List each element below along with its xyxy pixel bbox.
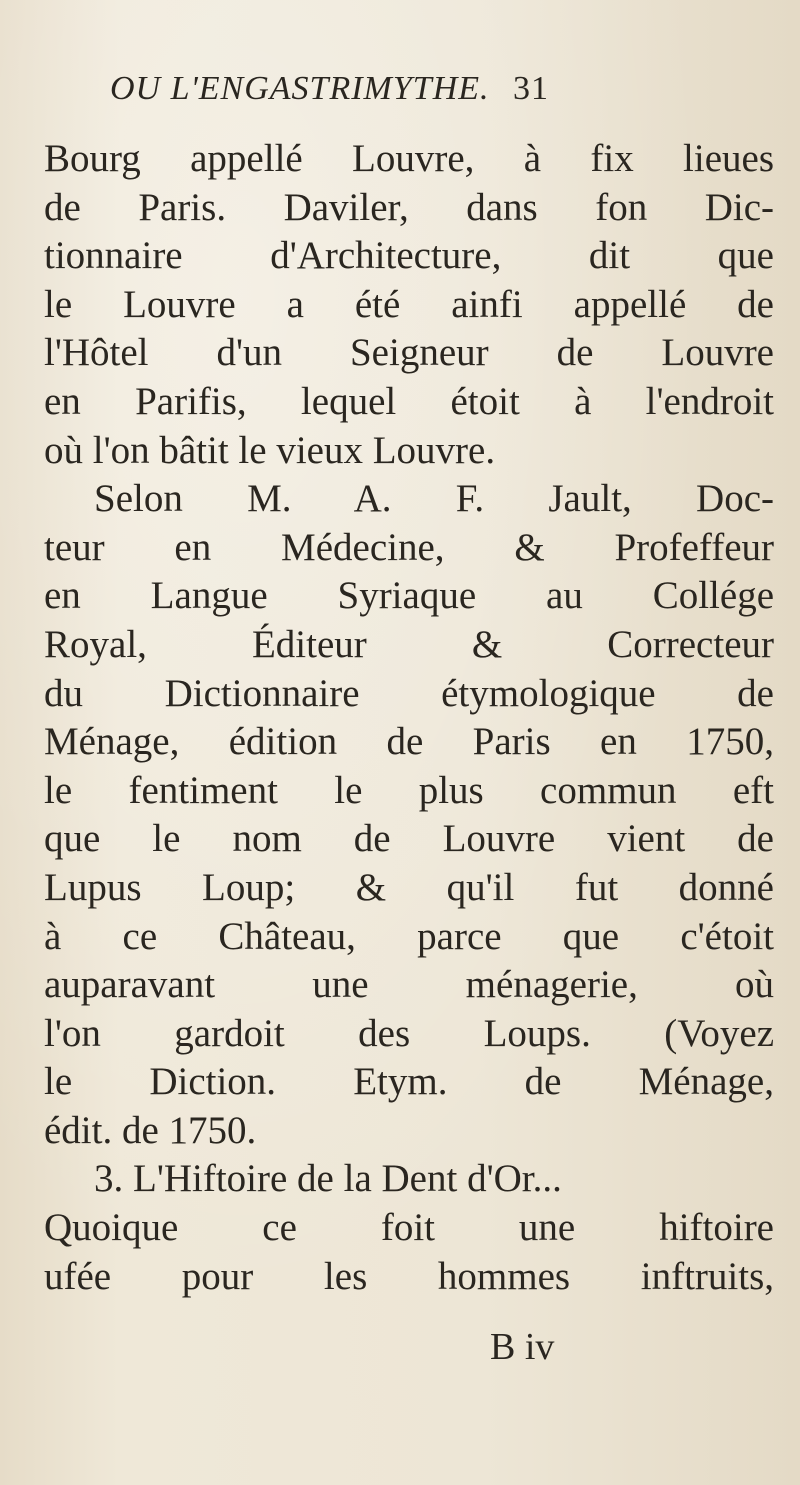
text-line: en Langue Syriaque au Collége bbox=[44, 574, 774, 618]
text-line: le Diction. Etym. de Ménage, bbox=[44, 1060, 774, 1104]
section-heading-line: 3. L'Hiftoire de la Dent d'Or... bbox=[94, 1157, 562, 1201]
text-line: où l'on bâtit le vieux Louvre. bbox=[44, 428, 496, 472]
text-line: que le nom de Louvre vient de bbox=[44, 817, 774, 861]
text-line: Royal, Éditeur & Correcteur bbox=[44, 622, 774, 666]
page-number: 31 bbox=[513, 70, 550, 107]
text-line: le fentiment le plus commun eft bbox=[44, 768, 774, 812]
text-line: l'on gardoit des Loups. (Voyez bbox=[44, 1011, 774, 1055]
text-line: Ménage, édition de Paris en 1750, bbox=[44, 720, 774, 764]
signature-mark: B iv bbox=[490, 1326, 555, 1368]
text-line: le Louvre a été ainfi appellé de bbox=[44, 282, 774, 326]
text-line: à ce Château, parce que c'étoit bbox=[44, 914, 774, 958]
text-line: de Paris. Daviler, dans fon Dic- bbox=[44, 185, 774, 229]
text-line: Bourg appellé Louvre, à fix lieues bbox=[44, 137, 774, 180]
text-line: Quoique ce foit une hiftoire bbox=[44, 1206, 774, 1250]
text-line: tionnaire d'Architecture, dit que bbox=[44, 234, 774, 278]
paragraph-start-line: Selon M. A. F. Jault, Doc- bbox=[94, 477, 774, 521]
text-line: du Dictionnaire étymologique de bbox=[44, 671, 774, 715]
text-line: teur en Médecine, & Profeffeur bbox=[44, 525, 774, 569]
text-line: édit. de 1750. bbox=[44, 1108, 257, 1152]
text-line: Lupus Loup; & qu'il fut donné bbox=[44, 865, 774, 909]
body-text bbox=[44, 135, 774, 1301]
text-line: ufée pour les hommes inftruits, bbox=[44, 1254, 774, 1298]
text-line: l'Hôtel d'un Seigneur de Louvre bbox=[44, 331, 774, 375]
page-header bbox=[110, 70, 670, 108]
text-line: auparavant une ménagerie, où bbox=[44, 963, 774, 1007]
running-title: OU L'ENGASTRIMYTHE. bbox=[110, 70, 490, 107]
text-line: en Parifis, lequel étoit à l'endroit bbox=[44, 379, 774, 423]
